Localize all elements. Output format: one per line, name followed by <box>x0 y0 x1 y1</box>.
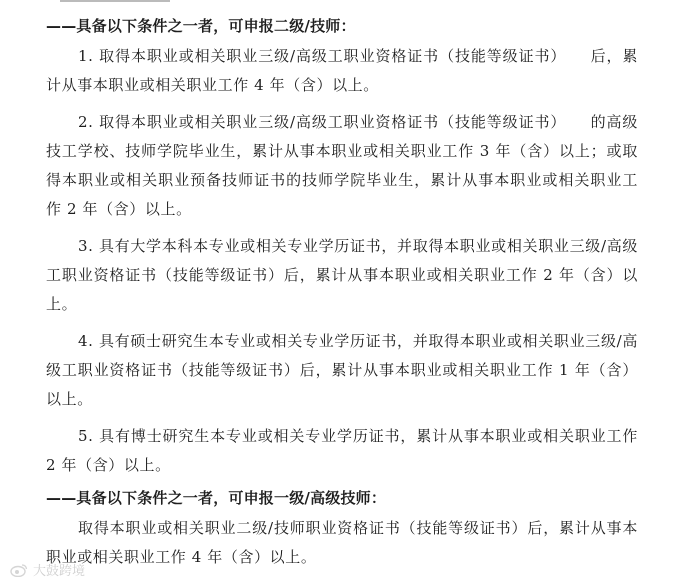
condition-paragraph: 4. 具有硕士研究生本专业或相关专业学历证书，并取得本职业或相关职业三级/高级工职业资格证书（技能等级证书）后，累计从事本职业或相关职业工作 1 年（含）以上。 <box>46 332 638 408</box>
condition-paragraph: 5. 具有博士研究生本专业或相关专业学历证书，累计从事本职业或相关职业工作 2 年（含）以上。 <box>46 427 638 474</box>
condition-paragraph: 1. 取得本职业或相关职业三级/高级工职业资格证书（技能等级证书） 后，累计从事本职业或相关职业工作 4 年（含）以上。 <box>46 47 638 94</box>
watermark <box>10 560 85 579</box>
cropped-top-line <box>60 0 170 6</box>
condition-paragraph: 取得本职业或相关职业二级/技师职业资格证书（技能等级证书）后，累计从事本职业或相关职业工作 4 年（含）以上。 <box>46 519 638 566</box>
condition-paragraph: 2. 取得本职业或相关职业三级/高级工职业资格证书（技能等级证书） 的高级技工学校、技师学院毕业生，累计从事本职业或相关职业工作 3 年（含）以上；或取得本职业或相关职业预备技师证书的技师学院毕业生，累计从事本职业或相关职业工作 2 年（含）以上。 <box>46 113 638 218</box>
condition-paragraph: 3. 具有大学本科本专业或相关专业学历证书，并取得本职业或相关职业三级/高级工职业资格证书（技能等级证书）后，累计从事本职业或相关职业工作 2 年（含）以上。 <box>46 237 638 313</box>
weibo-icon <box>10 563 28 577</box>
section-heading-level1: ——具备以下条件之一者，可申报一级/高级技师： <box>46 489 387 507</box>
section-heading-level2: ——具备以下条件之一者，可申报二级/技师： <box>46 17 356 35</box>
watermark-text: 大鼓跨境 <box>33 564 86 579</box>
